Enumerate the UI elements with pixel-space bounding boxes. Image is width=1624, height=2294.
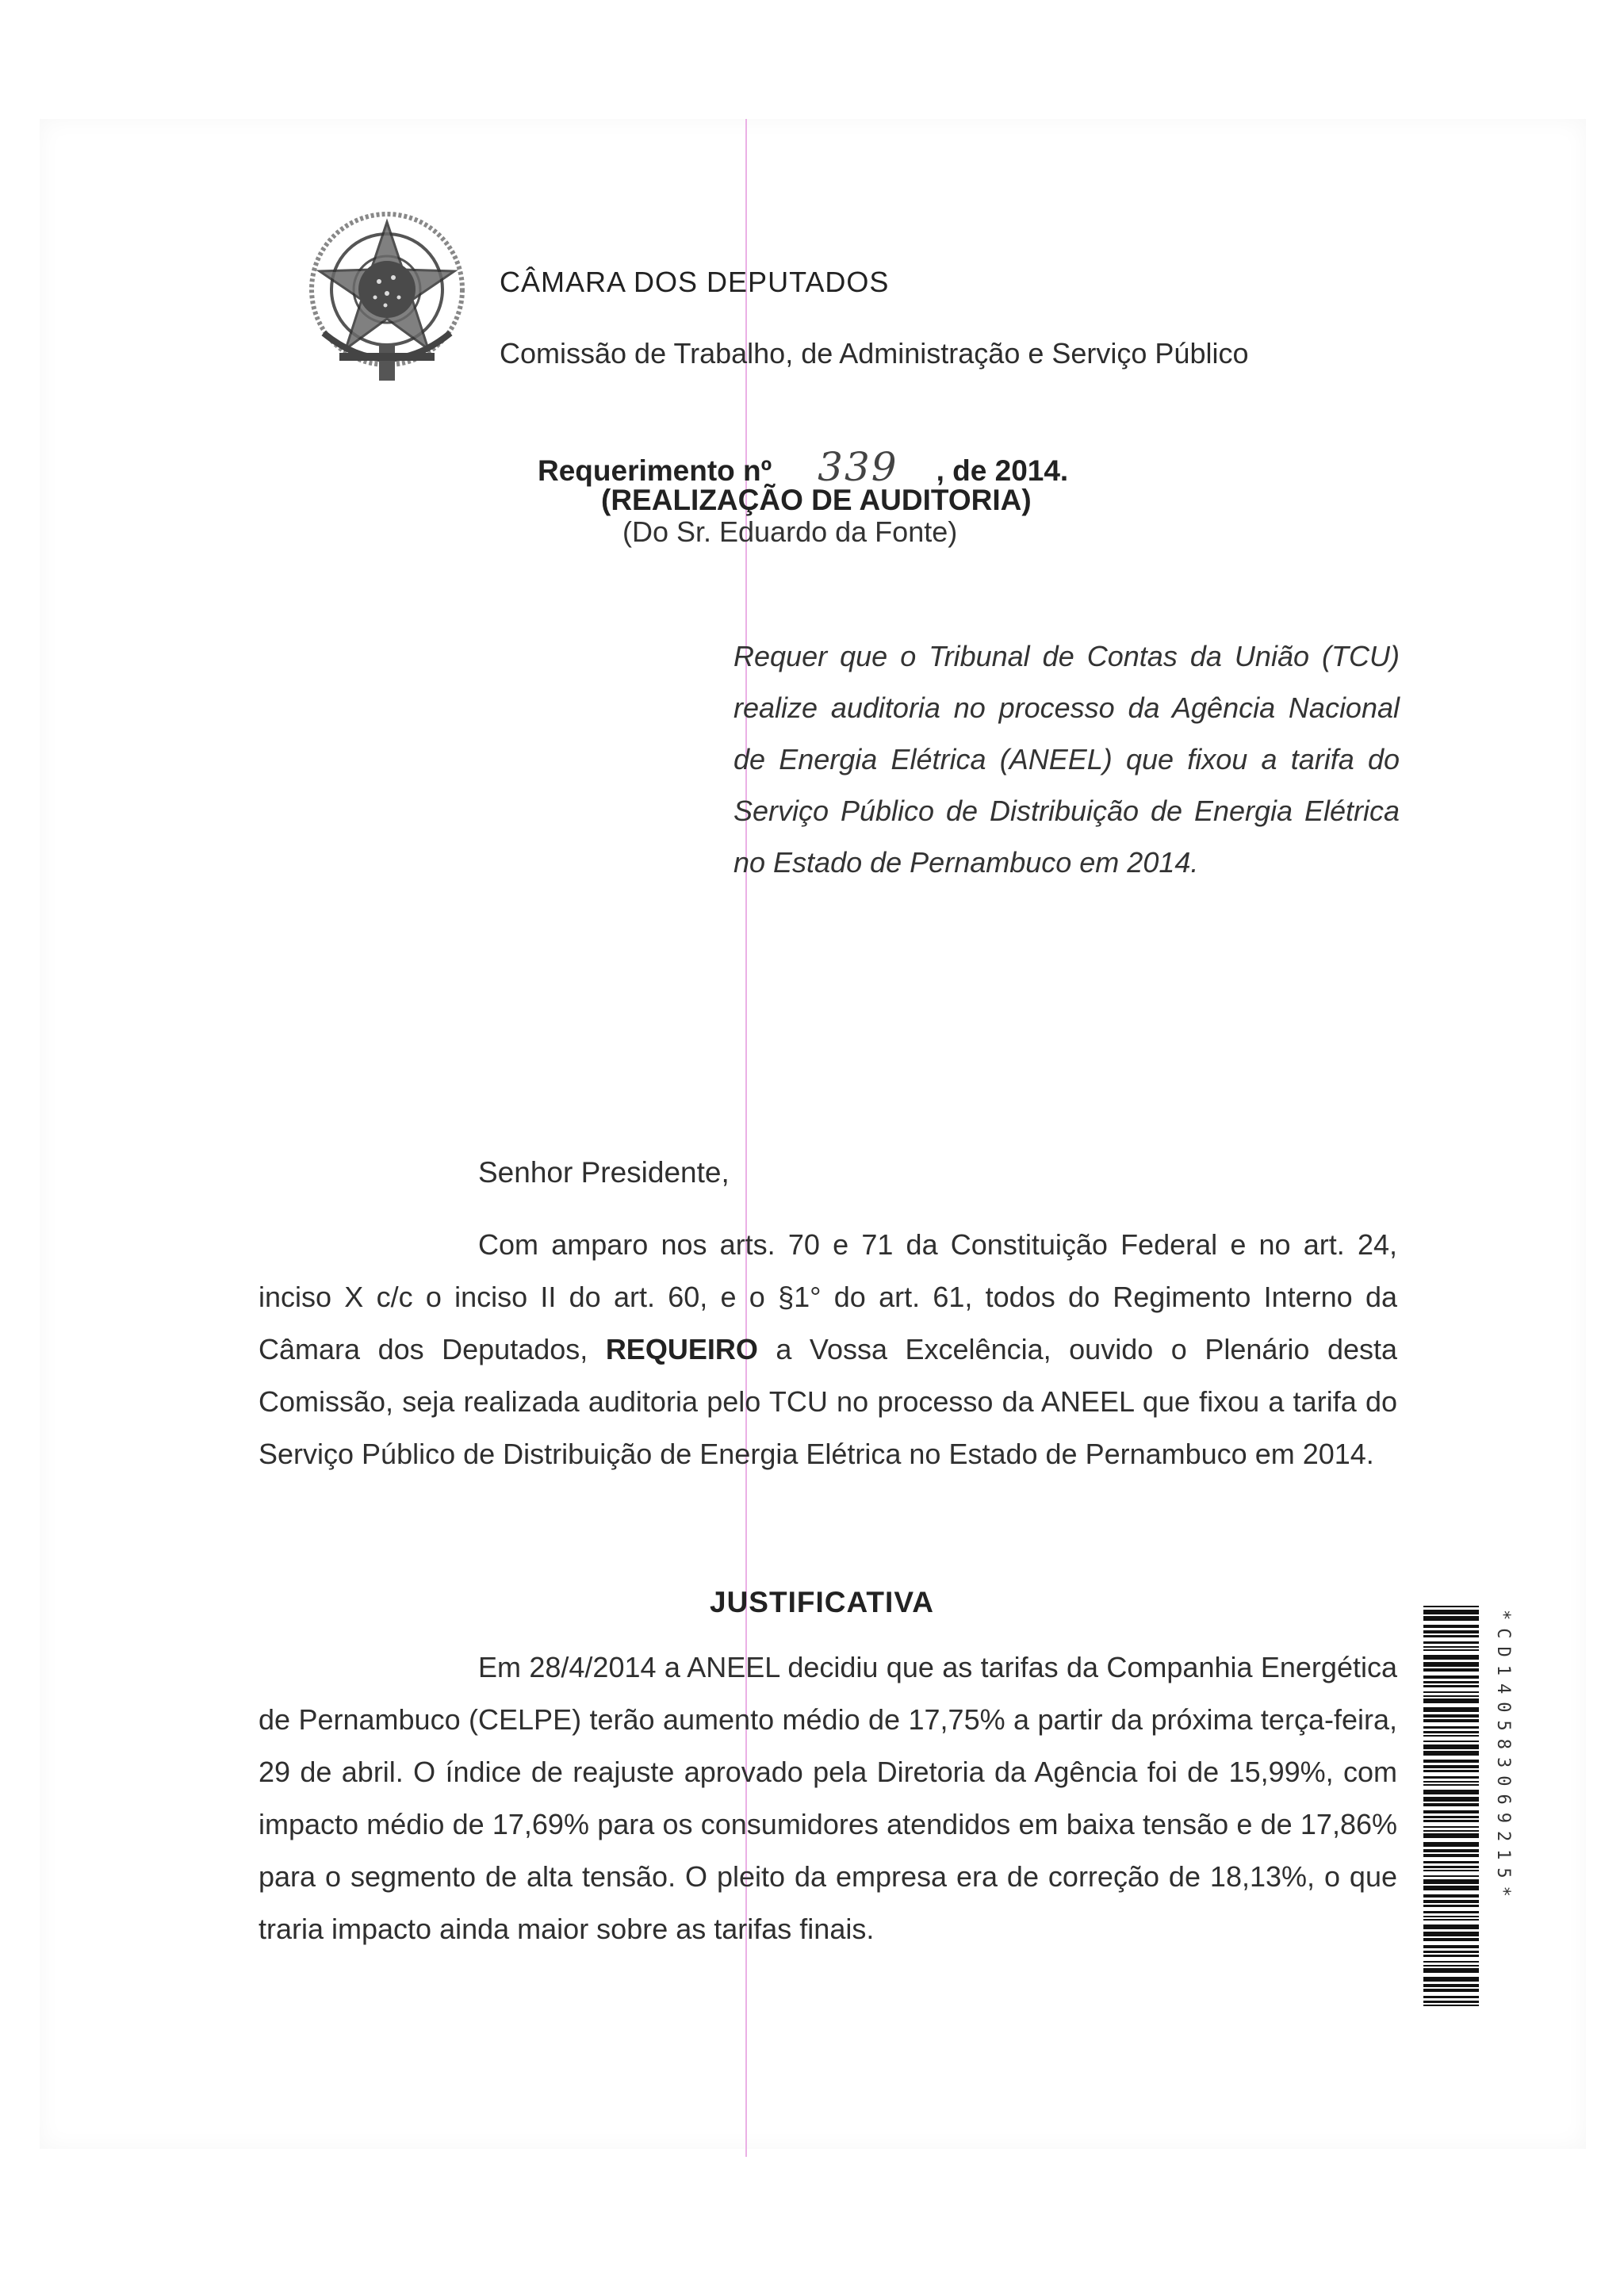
- request-label: Requerimento nº: [538, 454, 772, 487]
- barcode-number: *CD140583069215*: [1493, 1610, 1513, 1905]
- request-paragraph-text: Com amparo nos arts. 70 e 71 da Constituição Federal e no art. 24, inciso X c/c o inciso II do art. 60, e o §1° do art. 61, todos do Regimento Interno da Câmara dos Deputados,: [259, 1228, 1397, 1365]
- request-year: , de 2014.: [936, 454, 1069, 487]
- justification-title: JUSTIFICATIVA: [710, 1586, 934, 1618]
- salutation: Senhor Presidente,: [478, 1156, 730, 1189]
- request-keyword: REQUEIRO: [605, 1333, 758, 1365]
- request-paragraph: [259, 1219, 1397, 1480]
- request-number-handwritten: 339: [818, 444, 898, 490]
- justification-paragraph: Em 28/4/2014 a ANEEL decidiu que as tarifas da Companhia Energética de Pernambuco (CELPE) terão aumento médio de 17,75% a partir da próxima terça-feira, 29 de abril. O índice de reajuste aprovado pela Diretoria da Agência foi de 15,99%, com impacto médio de 17,69% para os consumidores atendidos em baixa tensão e de 17,86% para o segmento de alta tensão. O pleito da empresa era de correção de 18,13%, o que traria impacto ainda maior sobre as tarifas finais.: [259, 1651, 1397, 1945]
- request-paragraph-text-end: a Vossa Excelência, ouvido o Plenário desta Comissão, seja realizada auditoria pelo TCU no processo da ANEEL que fixou a tarifa do Serviço Público de Distribuição de Energia Elétrica no Estado de Pernambuco em 2014.: [259, 1333, 1398, 1470]
- request-author: (Do Sr. Eduardo da Fonte): [622, 515, 958, 548]
- request-subtitle: (REALIZAÇÃO DE AUDITORIA): [601, 484, 1032, 516]
- committee-name: Comissão de Trabalho, de Administração e Serviço Público: [500, 337, 1249, 370]
- barcode: [1423, 1606, 1479, 2006]
- ementa-summary: Requer que o Tribunal de Contas da União (TCU) realize auditoria no processo da Agência Nacional de Energia Elétrica (ANEEL) que fixou a tarifa do Serviço Público de Distribuição de Energia Elétrica no Estado de Pernambuco em 2014.: [733, 640, 1400, 879]
- institution-title: CÂMARA DOS DEPUTADOS: [500, 266, 890, 298]
- coat-of-arms-seal: [292, 198, 482, 389]
